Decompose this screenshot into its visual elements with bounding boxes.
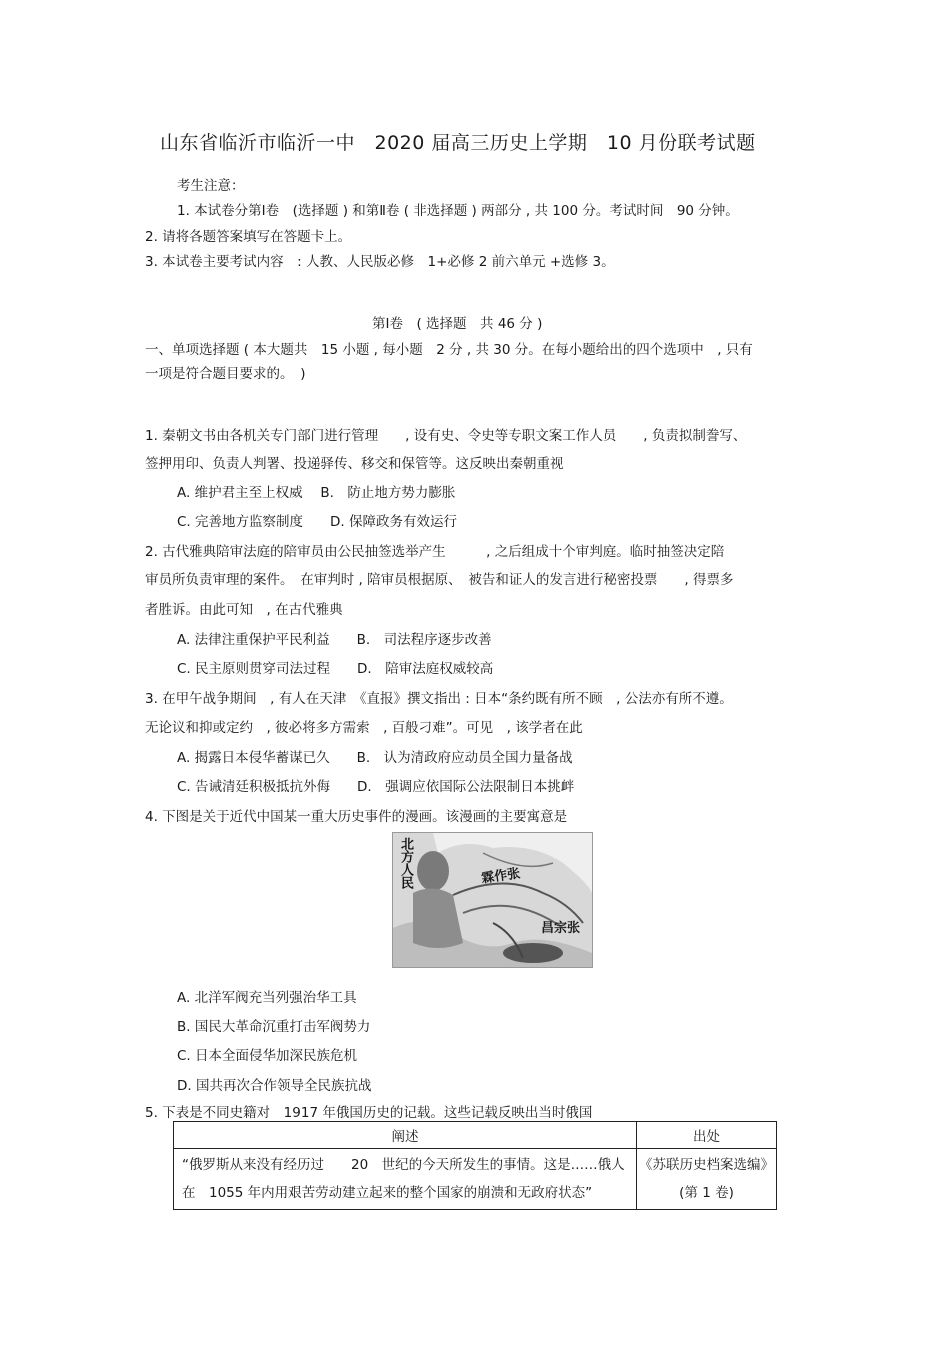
table-cell-quote: “俄罗斯从来没有经历过 20 世纪的今天所发生的事情。这是……俄人在 1055 年内用艰苦劳动建立起来的整个国家的崩溃和无政府状态” [174,1149,637,1210]
question-2-stem: 审员所负责审理的案件。 在审判时 , 陪审员根据原、 被告和证人的发言进行秘密投票 , 得票多 [145,572,734,588]
table-row [174,1149,777,1210]
question-3-stem: 3. 在甲午战争期间 , 有人在天津 《直报》撰文指出 : 日本“条约既有所不顾 , 公法亦有所不遵。 [145,691,733,707]
question-1-options: A. 维护君主至上权威 B. 防止地方势力膨胀 [177,485,456,501]
question-4-option: B. 国民大革命沉重打击军阀势力 [177,1019,371,1035]
question-5-stem: 5. 下表是不同史籍对 1917 年俄国历史的记载。这些记载反映出当时俄国 [145,1105,593,1121]
question-4-option: C. 日本全面侵华加深民族危机 [177,1048,358,1064]
question-4-stem: 4. 下图是关于近代中国某一重大历史事件的漫画。该漫画的主要寓意是 [145,809,568,825]
cartoon-image [392,832,593,968]
document-title: 山东省临沂市临沂一中 2020 届高三历史上学期 10 月份联考试题 [160,132,756,154]
section-title: 第Ⅰ卷 ( 选择题 共 46 分 ) [372,316,543,332]
cartoon-label: 昌宗张 [541,921,581,936]
question-1-stem: 签押用印、负责人判署、投递驿传、移交和保管等。这反映出秦朝重视 [145,456,564,472]
cartoon-drawing [393,833,592,967]
question-4-option: A. 北洋军阀充当列强治华工具 [177,990,357,1006]
question-2-options: C. 民主原则贯穿司法过程 D. 陪审法庭权威较高 [177,661,494,677]
question-2-stem: 者胜诉。由此可知 , 在古代雅典 [145,602,343,618]
section-instruction: 一、单项选择题 ( 本大题共 15 小题 , 每小题 2 分 , 共 30 分。在每小题给出的四个选项中 , 只有 [145,342,753,358]
question-3-options: A. 揭露日本侵华蓄谋已久 B. 认为清政府应动员全国力量备战 [177,750,573,766]
question-4-option: D. 国共再次合作领导全民族抗战 [177,1078,372,1094]
notice-heading: 考生注意： [177,178,245,194]
table-cell-source: 《苏联历史档案选编》 (第 1 卷) [637,1149,777,1210]
cartoon-label: 霖作张 [480,866,522,887]
question-3-options: C. 告诫清廷积极抵抗外侮 D. 强调应依国际公法限制日本挑衅 [177,779,575,795]
question-2-options: A. 法律注重保护平民利益 B. 司法程序逐步改善 [177,632,492,648]
cartoon-label: 北方人民 [398,837,413,889]
question-1-stem: 1. 秦朝文书由各机关专门部门进行管理 , 设有史、令史等专职文案工作人员 , 负责拟制誊写、 [145,428,747,444]
question-3-stem: 无论议和抑或定约 , 彼必将多方需索 , 百般刁难”。可见 , 该学者在此 [145,720,583,736]
table-header: 出处 [637,1122,777,1149]
section-instruction: 一项是符合题目要求的。 ) [145,366,306,382]
table-header: 阐述 [174,1122,637,1149]
question-2-stem: 2. 古代雅典陪审法庭的陪审员由公民抽签选举产生 , 之后组成十个审判庭。临时抽签决定陪 [145,544,725,560]
notice-item: 2. 请将各题答案填写在答题卡上。 [145,229,352,245]
notice-item: 1. 本试卷分第Ⅰ卷 (选择题 ) 和第Ⅱ卷 ( 非选择题 ) 两部分 , 共 100 分。考试时间 90 分钟。 [177,203,739,219]
history-sources-table [173,1121,777,1210]
question-1-options: C. 完善地方监察制度 D. 保障政务有效运行 [177,514,457,530]
notice-item: 3. 本试卷主要考试内容 : 人教、人民版必修 1+必修 2 前六单元 +选修 3。 [145,254,615,270]
